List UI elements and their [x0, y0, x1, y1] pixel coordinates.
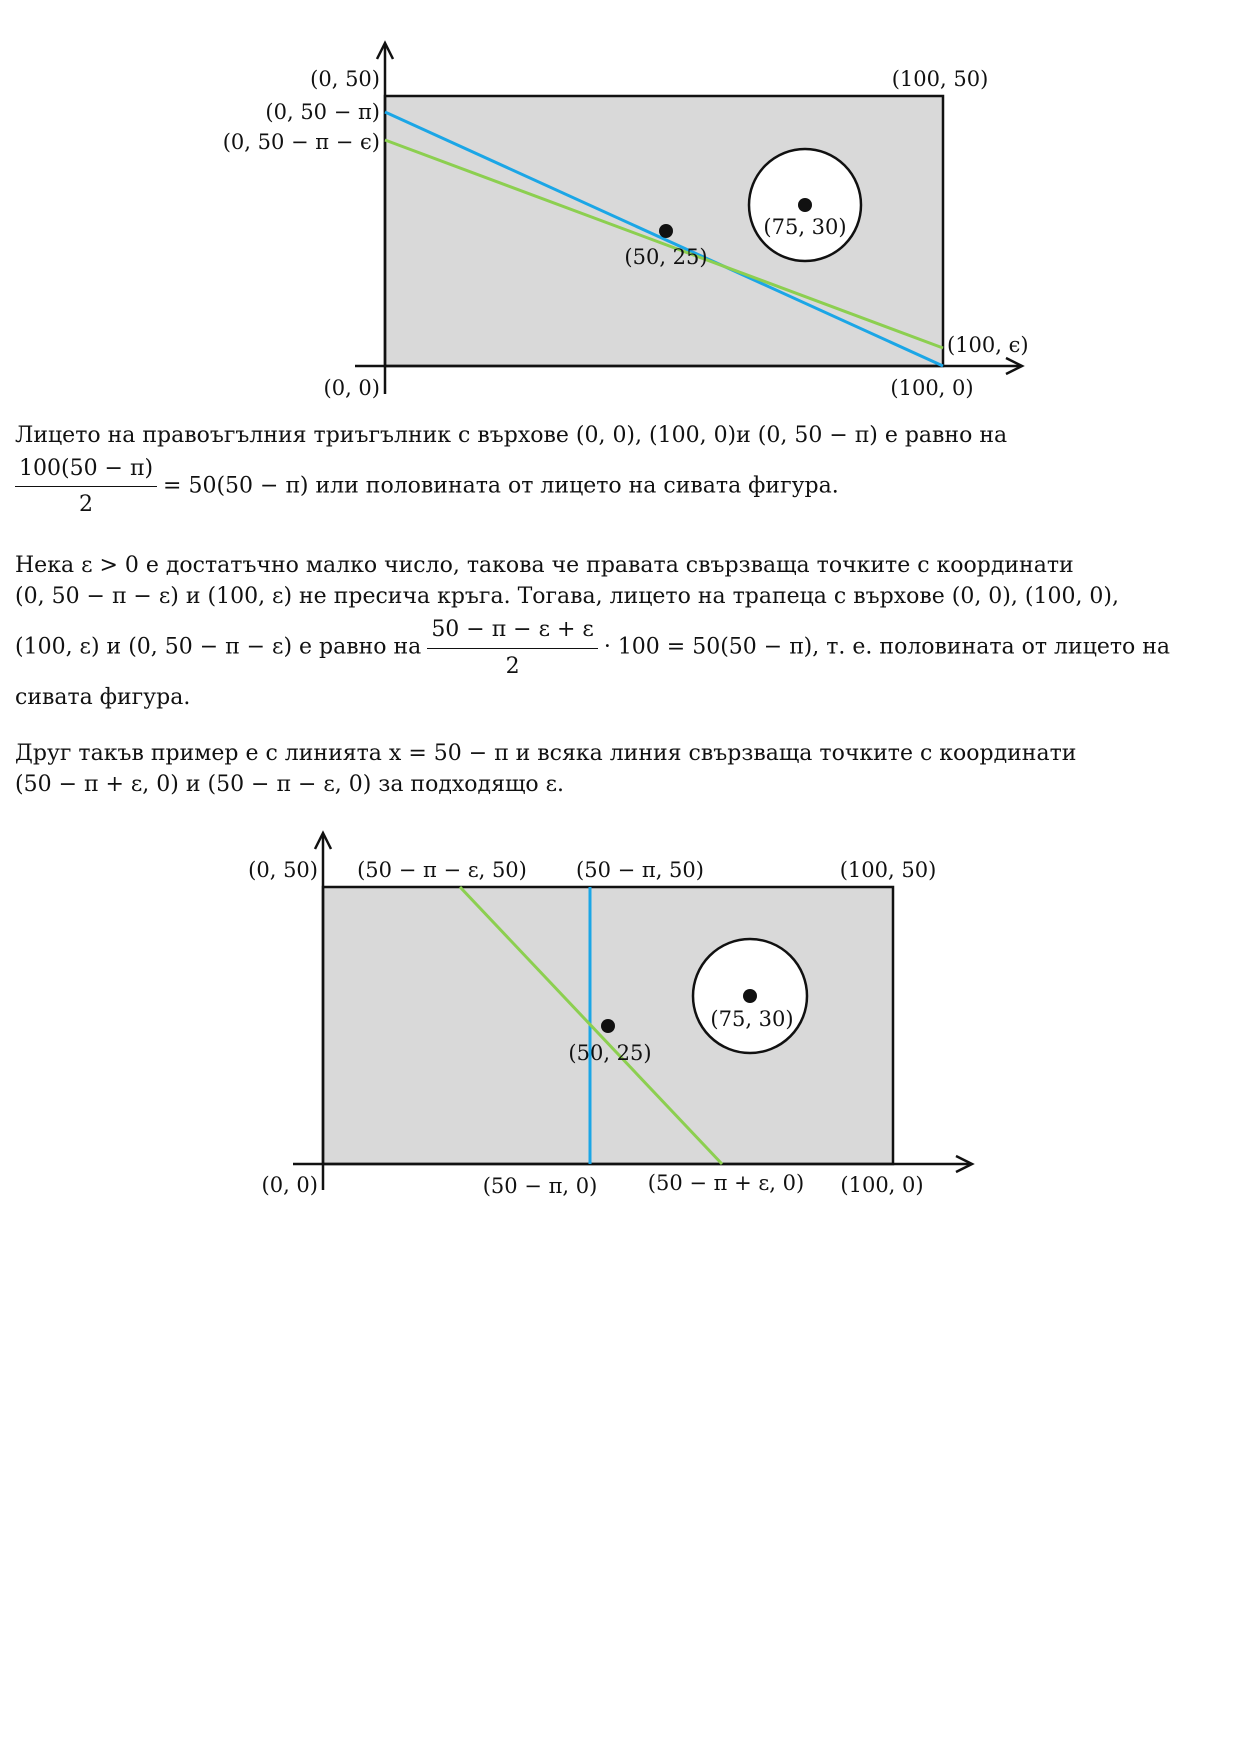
label-top-left: (0, 50) — [248, 858, 318, 882]
label-blue-start: (0, 50 − π) — [265, 100, 380, 124]
paragraph-2-line-1: Нека ε > 0 е достатъчно малко число, такова че правата свързваща точките с координати — [15, 553, 1074, 578]
circle-center-point — [798, 198, 812, 212]
paragraph-3-line-2: (50 − π + ε, 0) и (50 − π − ε, 0) за подходящо ε. — [15, 772, 565, 798]
center-point — [601, 1019, 615, 1033]
label-green-top: (50 − π − ε, 50) — [357, 858, 527, 882]
paragraph-3 — [15, 738, 1225, 800]
label-blue-bottom: (50 − π, 0) — [482, 1174, 598, 1198]
paragraph-2 — [15, 550, 1225, 713]
label-bottom-right: (100, 0) — [890, 376, 974, 400]
fraction-1 — [15, 453, 157, 520]
label-blue-top: (50 − π, 50) — [576, 858, 704, 882]
label-circle-center: (75, 30) — [710, 1007, 794, 1031]
label-center: (50, 25) — [568, 1041, 652, 1065]
fraction-1-denominator: 2 — [79, 492, 94, 518]
center-point — [659, 224, 673, 238]
paragraph-2-line-4: сивата фигура. — [15, 684, 191, 710]
fraction-2 — [427, 614, 598, 681]
fraction-2-denominator: 2 — [505, 653, 520, 679]
paragraph-1-line-1: Лицето на правоъгълния триъгълник с върхове (0, 0), (100, 0)и (0, 50 − π) е равно на — [15, 423, 1008, 448]
paragraph-1-line-2 — [15, 453, 1225, 520]
fraction-1-numerator: 100(50 − π) — [15, 453, 157, 487]
paragraph-2-line-3 — [15, 614, 1225, 681]
label-bottom-right: (100, 0) — [840, 1173, 924, 1197]
figure-2 — [0, 820, 1240, 1210]
paragraph-2-line-3-end: · 100 = 50(50 − π), т. е. половината от лицето на — [603, 635, 1171, 661]
figure-1 — [0, 30, 1240, 410]
paragraph-1-result: = 50(50 − π) или половината от лицето на сивата фигура. — [163, 473, 839, 499]
label-top-left: (0, 50) — [310, 67, 380, 91]
label-origin: (0, 0) — [261, 1173, 318, 1197]
label-top-right: (100, 50) — [839, 858, 937, 882]
label-top-right: (100, 50) — [891, 67, 989, 91]
label-circle-center: (75, 30) — [763, 215, 847, 239]
label-origin: (0, 0) — [323, 376, 380, 400]
label-green-end: (100, ϵ) — [947, 333, 1029, 357]
paragraph-3-line-1: Друг такъв пример е с линията x = 50 − π и всяка линия свързваща точките с координати — [15, 741, 1077, 766]
label-center: (50, 25) — [624, 245, 708, 269]
label-green-bottom: (50 − π + ε, 0) — [647, 1171, 805, 1195]
label-green-start: (0, 50 − π − ϵ) — [222, 130, 380, 154]
paragraph-1 — [15, 420, 1225, 521]
paragraph-2-line-3-start: (100, ε) и (0, 50 − π − ε) е равно на — [15, 635, 422, 661]
fraction-2-numerator: 50 − π − ε + ε — [427, 614, 598, 648]
paragraph-2-line-2: (0, 50 − π − ε) и (100, ε) не пресича кръга. Тогава, лицето на трапеца с върхове (0, 0), (100, 0), — [15, 584, 1120, 610]
circle-center-point — [743, 989, 757, 1003]
